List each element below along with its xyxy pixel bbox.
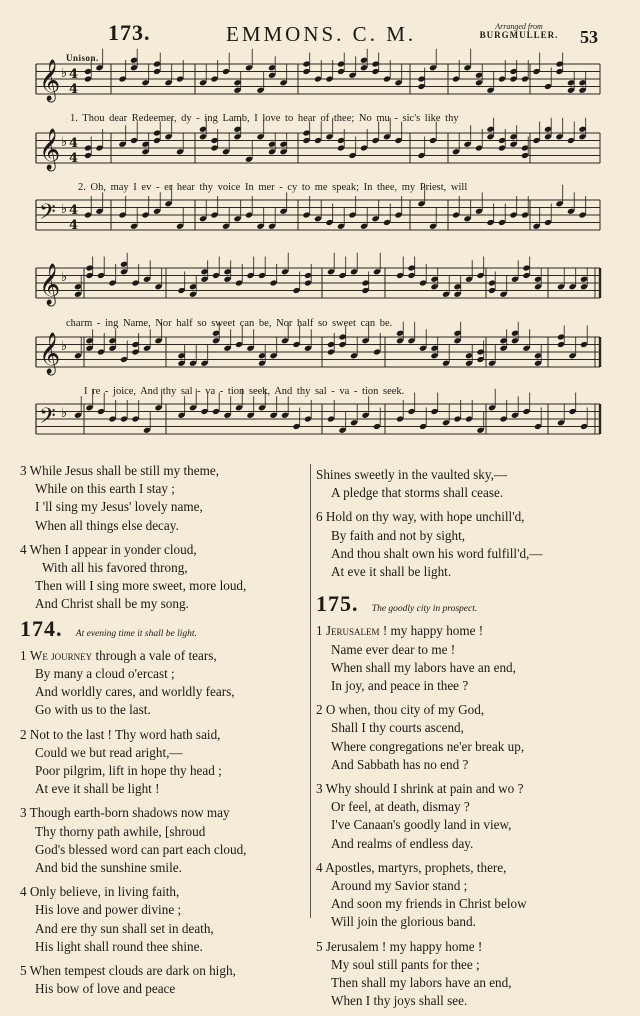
column-divider — [310, 464, 311, 918]
treble-clef: 𝄞 — [39, 264, 61, 305]
hymn175-verse-2: 2 O when, thou city of my God, Shall I thy courts ascend, Where congregations ne'er break up, And Sabbath has no end ? — [316, 702, 525, 772]
hymn175-heading — [316, 591, 622, 618]
time-signature-bottom: 4 — [69, 218, 79, 233]
page-number: 53 — [580, 27, 598, 47]
key-signature-flat: ♭ — [61, 406, 68, 421]
time-signature-bottom: 4 — [69, 151, 79, 166]
unison-label: Unison. — [66, 53, 99, 63]
key-signature-flat: ♭ — [61, 270, 68, 285]
hymn174-verse-1: 1 We journey through a vale of tears, By many a cloud o'ercast ; And worldly cares, and worldly fears, Go with us to the last. — [20, 647, 235, 718]
hymn174-heading — [20, 615, 310, 643]
time-signature-top: 4 — [69, 67, 79, 82]
hymn175-verse-5: 5 Jerusalem ! my happy home ! My soul still pants for thee ; Then shall my labors have an end, When I thy joys shall see. — [316, 938, 512, 1009]
arranger-name: BURGMULLER. — [479, 30, 559, 40]
treble-clef: 𝄞 — [39, 60, 61, 101]
hymn174-verse-2: 2 Not to the last ! Thy word hath said, Could we but read aright,— Poor pilgrim, lift in hope thy head ; At eve it shall be light ! — [20, 726, 222, 797]
hymn173-verse-4: 4 When I appear in yonder cloud, With all his favored throng, Then will I sing more sweet, more loud, And Christ shall be my song. — [20, 541, 247, 612]
hymn174-verse-6: 6 Hold on thy way, with hope unchill'd, By faith and not by sight, And thou shalt own his word fulfill'd,— At eve it shall be light. — [316, 509, 543, 580]
staff-lines — [36, 49, 600, 434]
lyrics-line-2: 2. Oh, may I ev - er hear thy voice In mer - cy to me speak; In thee, my Priest, will — [78, 182, 468, 193]
hymn175-title: The goodly city in prospect. — [371, 604, 478, 615]
hymn174-verse-5: 5 When tempest clouds are dark on high, His bow of love and peace — [20, 963, 236, 997]
hymn174-verse-4: 4 Only believe, in living faith, His love and power divine ; And ere thy sun shall set in death, His light shall round thee shine. — [20, 884, 214, 954]
bass-clef: 𝄢 — [39, 404, 56, 434]
right-column — [316, 466, 622, 1016]
lyrics-line-1: 1. Thou dear Redeemer, dy - ing Lamb, I love to hear of thee; No mu - sic's like thy — [70, 113, 459, 124]
hymn173-verse-3: 3 While Jesus shall be still my theme, While on this earth I stay ; I 'll sing my Jesus' lovely name, When all things else decay. — [20, 463, 220, 533]
hymn174-verse-3: 3 Though earth-born shadows now may Thy thorny path awhile, [shroud God's blessed word can part each cloud, And bid the sunshine smile. — [20, 805, 247, 876]
key-signature-flat: ♭ — [61, 66, 68, 81]
hymn174-number: 174. — [20, 615, 63, 641]
key-signature-flat: ♭ — [61, 202, 68, 217]
time-signature-top: 4 — [69, 203, 79, 218]
hymn174-verse-5-continued: Shines sweetly in the vaulted sky,— A pledge that storms shall cease. — [316, 467, 508, 501]
time-signature-bottom: 4 — [69, 82, 79, 97]
treble-clef: 𝄞 — [39, 129, 61, 170]
tune-title: EMMONS. C. M. — [226, 22, 417, 46]
hymn-number: 173. — [108, 20, 151, 45]
treble-clef: 𝄞 — [39, 333, 61, 374]
time-signature-top: 4 — [69, 136, 79, 151]
hymn175-verse-4: 4 Apostles, martyrs, prophets, there, Around my Savior stand ; And soon my friends in Christ below Will join the glorious band. — [316, 859, 527, 930]
key-signature-flat: ♭ — [61, 135, 68, 150]
bass-clef: 𝄢 — [39, 200, 56, 230]
lyrics-line-3: charm - ing Name, Nor half so sweet can be, Nor half so sweet can be. — [66, 318, 393, 329]
key-signature-flat: ♭ — [61, 339, 68, 354]
hymn175-verse-1: 1 Jerusalem ! my happy home ! Name ever dear to me ! When shall my labors have an end, In joy, and peace in thee ? — [316, 623, 516, 694]
left-column — [20, 462, 310, 1004]
hymn175-verse-3: 3 Why should I shrink at pain and wo ? Or feel, at death, dismay ? I've Canaan's goodly land in view, And realms of endless day. — [316, 781, 524, 851]
arranger-prefix: Arranged from — [495, 22, 543, 31]
hymn175-number: 175. — [316, 591, 359, 617]
hymn174-title: At evening time it shall be light. — [75, 628, 197, 639]
lyrics-line-4: I re - joice, And thy sal - va - tion seek, And thy sal - va - tion seek. — [84, 386, 405, 397]
